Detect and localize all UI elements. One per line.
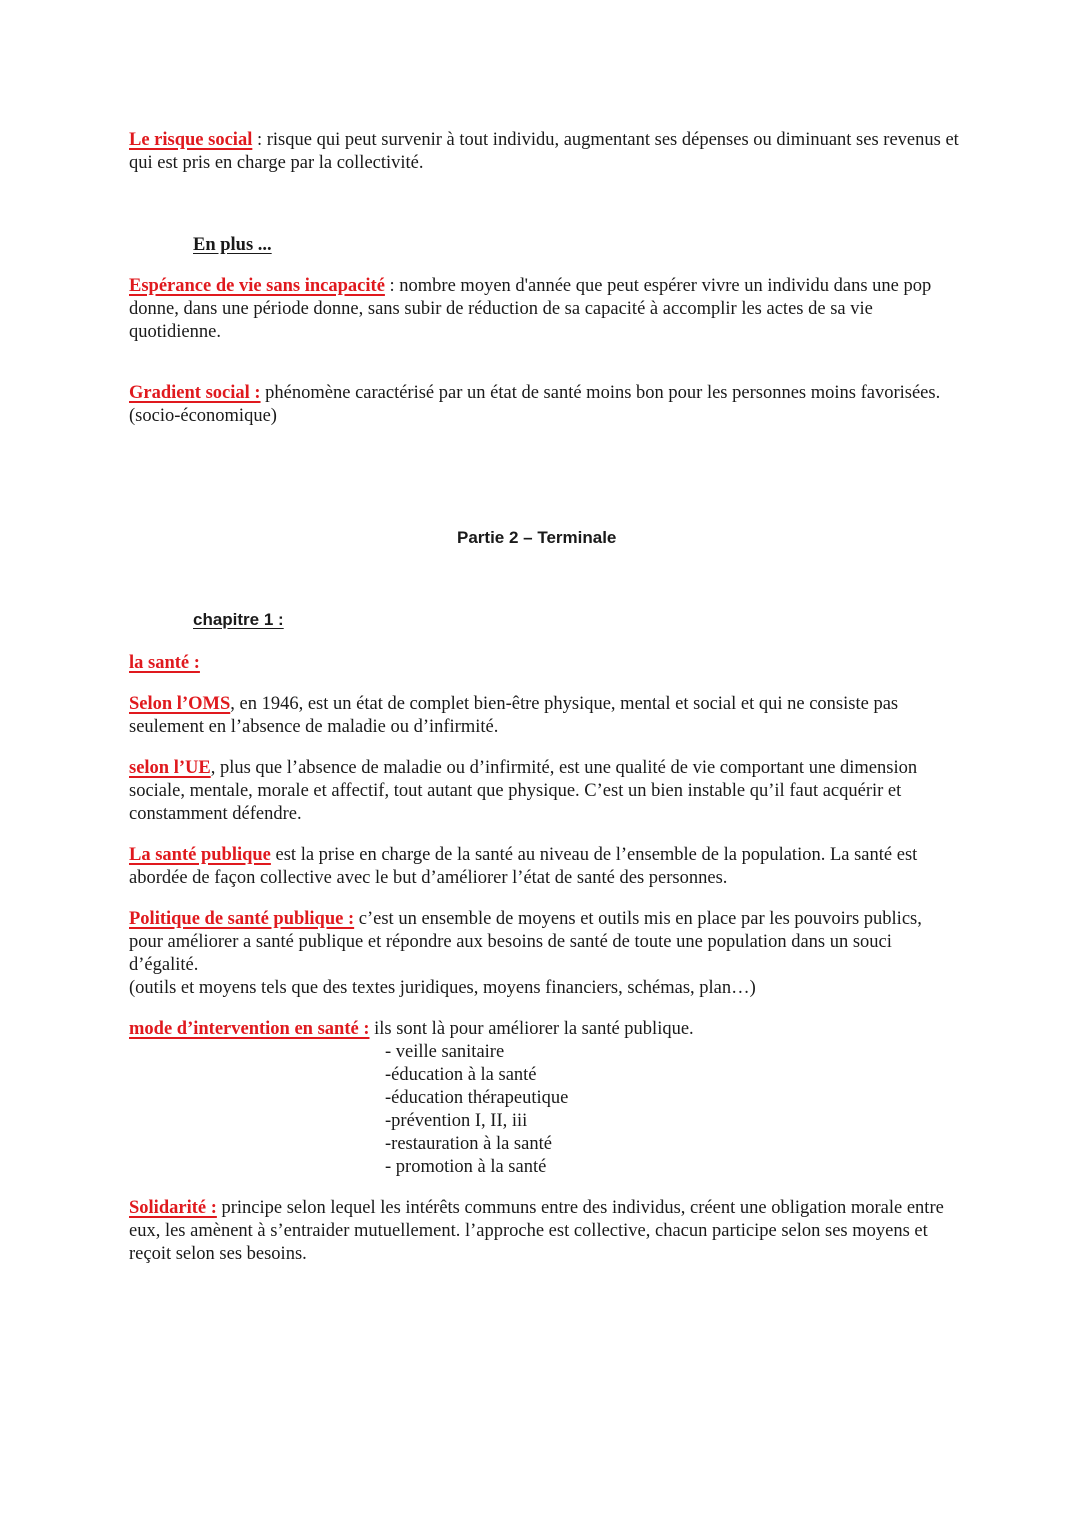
definition-text: ils sont là pour améliorer la santé publique. [369,1019,694,1039]
list-item: -restauration à la santé [385,1134,552,1154]
definition-text: , plus que l’absence de maladie ou d’infirmité, est une qualité de vie comportant une dimension sociale, mentale, morale et affectif, tout autant que physique. C’est un bien instable qu’il faut acquérir et constamment défendre. [129,758,918,824]
term-solidarite: Solidarité : [129,1198,217,1218]
definition-mode-intervention [129,1018,959,1041]
definition-text: risque qui peut survenir à tout individu, augmentant ses dépenses ou diminuant ses revenus et qui est pris en charge par la collectivité. [129,130,959,173]
term-mode-intervention: mode d’intervention en santé : [129,1019,370,1039]
list-item: -prévention I, II, iii [385,1111,528,1131]
definition-ue [129,757,959,826]
list-item: - promotion à la santé [385,1157,547,1177]
definition-text: c’est un ensemble de moyens et outils mis en place par les pouvoirs publics, pour améliorer a santé publique et répondre aux besoins de santé de toute une population dans un souci d’égalité. [129,909,922,975]
intervention-list [385,1041,568,1179]
term-risque-social: Le risque social [129,130,253,150]
definition-risque-social: Le risque social : risque qui peut survenir à tout individu, augmentant ses dépenses ou diminuant ses revenus et qui est pris en charge par la collectivité. [129,130,959,173]
term-oms: Selon l’OMS [129,694,231,714]
subheading-sante [129,652,959,675]
term-sante: la santé : [129,653,200,673]
definition-sante-publique [129,844,959,890]
definition-gradient-social [129,382,959,428]
definition-solidarite [129,1197,959,1266]
term-ue: selon l’UE [129,758,211,778]
list-item: - veille sanitaire [385,1042,505,1062]
chapter-heading: chapitre 1 : [193,610,284,629]
term-esperance-vie: Espérance de vie sans incapacité [129,276,385,296]
list-item: -éducation thérapeutique [385,1088,569,1108]
definition-politique-sante [129,908,959,1000]
definition-note: (outils et moyens tels que des textes juridiques, moyens financiers, schémas, plan…) [129,978,756,998]
definition-text: nombre moyen d'année que peut espérer vivre un individu dans une pop donne, dans une période donne, sans subir de réduction de sa capacité à accomplir les actes de sa vie quotidienne. [129,276,932,342]
section-title: Partie 2 – Terminale [457,528,617,547]
heading-en-plus: En plus ... [193,235,272,255]
term-politique-sante: Politique de santé publique : [129,909,355,929]
term-sante-publique: La santé publique [129,845,271,865]
definition-text: principe selon lequel les intérêts communs entre des individus, créent une obligation morale entre eux, les amènent à s’entraider mutuellement. l’approche est collective, chacun participe selon ses moyens et reçoit selon ses besoins. [129,1198,944,1264]
definition-text: phénomène caractérisé par un état de santé moins bon pour les personnes moins favorisées. (socio-économique) [129,383,941,426]
definition-text: , en 1946, est un état de complet bien-être physique, mental et social et qui ne consiste pas seulement en l’absence de maladie ou d’infirmité. [129,694,899,737]
definition-oms [129,693,959,739]
list-item: -éducation à la santé [385,1065,537,1085]
definition-esperance-vie: Espérance de vie sans incapacité : nombre moyen d'année que peut espérer vivre un individu dans une pop donne, dans une période donne, sans subir de réduction de sa capacité à accomplir les actes de sa vie quotidienne. [129,276,932,342]
definition-text: est la prise en charge de la santé au niveau de l’ensemble de la population. La santé est abordée de façon collective avec le but d’améliorer l’état de santé des personnes. [129,845,918,888]
term-gradient-social: Gradient social : [129,383,261,403]
